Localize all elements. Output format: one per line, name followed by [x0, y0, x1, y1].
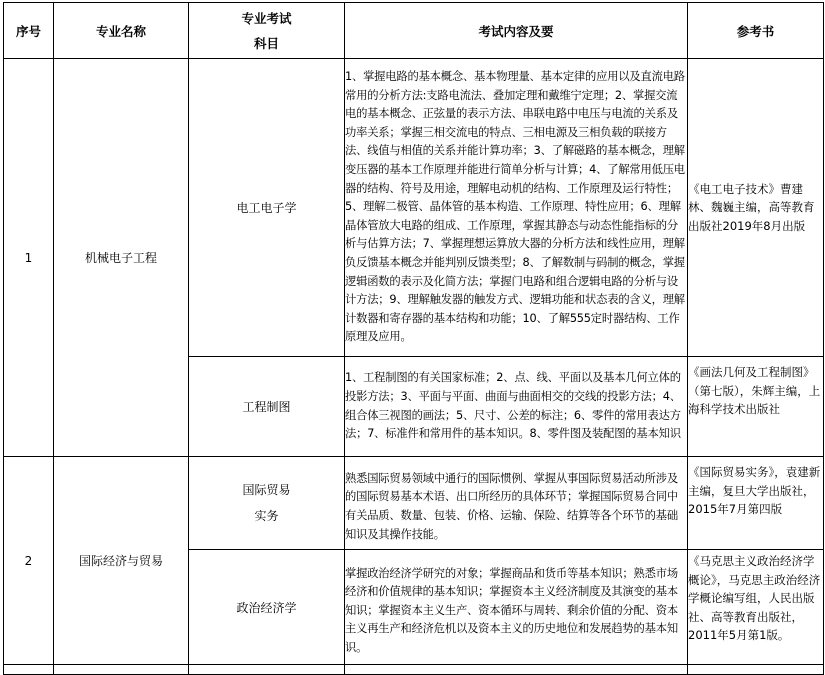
- empty-cell: [345, 665, 688, 675]
- header-subject: [189, 3, 345, 59]
- row-index: 2: [4, 457, 54, 665]
- subject-name: 工程制图: [189, 357, 345, 457]
- header-content: 考试内容及要: [345, 3, 688, 59]
- table-row: [4, 59, 824, 357]
- subject-content: 1、掌握电路的基本概念、基本物理量、基本定律的应用以及直流电路常用的分析方法:支路电流法、叠加定理和戴维宁定理；2、掌握交流电的基本概念、正弦量的表示方法、串联电路中电压与电流的关系及功率关系；掌握三相交流电的特点、三相电源及三相负载的联接方法、线值与相值的关系并能计算功率；3、了解磁路的基本概念，理解变压器的基本工作原理并能进行简单分析与计算；4、了解常用低压电器的结构、符号及用途，理解电动机的结构、工作原理及运行特性；5、理解二极管、晶体管的基本构造、工作原理、特性应用；6、理解晶体管放大电路的组成、工作原理，掌握其静态与动态性能指标的分析与估算方法；7、掌握理想运算放大器的分析方法和线性应用，理解负反馈基本概念并能判别反馈类型；8、了解数制与码制的概念，掌握逻辑函数的表示及化简方法；掌握门电路和组合逻辑电路的分析与设计方法；9、理解触发器的触发方式、逻辑功能和状态表的含义，理解计数器和寄存器的基本结构和功能；10、了解555定时器结构、工作原理及应用。: [345, 59, 688, 357]
- subject-content: 熟悉国际贸易领域中通行的国际惯例、掌握从事国际贸易活动所涉及的国际贸易基本术语、出口所经历的具体环节；掌握国际贸易合同中有关品质、数量、包装、价格、运输、保险、结算等各个环节的基础知识及其操作技能。: [345, 457, 688, 550]
- empty-cell: [4, 665, 54, 675]
- header-subject-line1: 专业考试: [241, 10, 292, 26]
- table-row-partial: [4, 665, 824, 675]
- subject-content: 掌握政治经济学研究的对象；掌握商品和货币等基本知识；熟悉市场经济和价值规律的基本知识；掌握资本主义经济制度及其演变的基本知识；掌握资本主义生产、资本循环与周转、剩余价值的分配、资本主义再生产和经济危机以及资本主义的历史地位和发展趋势的基本知识。: [345, 550, 688, 665]
- subject-content: 1、工程制图的有关国家标准；2、点、线、平面以及基本几何立体的投影方法；3、平面与平面、曲面与曲面相交的交线的投影方法；4、组合体三视图的画法；5、尺寸、公差的标注；6、零件的常用表达方法；7、标准件和常用件的基本知识。8、零件图及装配图的基本知识: [345, 357, 688, 457]
- header-index: 序号: [4, 3, 54, 59]
- empty-cell: [189, 665, 345, 675]
- row-index: 1: [4, 59, 54, 457]
- subject-reference: 《马克思主义政治经济学概论》，马克思主政治经济学概论编写组，人民出版社、高等教育出版社，2011年5月第1版。: [688, 550, 824, 665]
- subject-reference: 《电工电子技术》曹建林、魏巍主编，高等教育出版社2019年8月出版: [688, 59, 824, 357]
- exam-syllabus-table: [3, 2, 824, 675]
- row-major: 机械电子工程: [54, 59, 189, 457]
- header-row: [4, 3, 824, 59]
- header-major: 专业名称: [54, 3, 189, 59]
- row-major: 国际经济与贸易: [54, 457, 189, 665]
- header-subject-line2: 科目: [253, 35, 279, 51]
- subject-name-line2: 实务: [254, 509, 279, 523]
- subject-name: [189, 457, 345, 550]
- header-reference: 参考书: [688, 3, 824, 59]
- empty-cell: [54, 665, 189, 675]
- table-row: [4, 457, 824, 550]
- subject-name: 电工电子学: [189, 59, 345, 357]
- subject-reference: 《国际贸易实务》，袁建新主编，复旦大学出版社，2015年7月第四版: [688, 457, 824, 550]
- empty-cell: [688, 665, 824, 675]
- subject-name: 政治经济学: [189, 550, 345, 665]
- subject-reference: 《画法几何及工程制图》（第七版），朱辉主编，上海科学技术出版社: [688, 357, 824, 457]
- subject-name-line1: 国际贸易: [242, 483, 291, 497]
